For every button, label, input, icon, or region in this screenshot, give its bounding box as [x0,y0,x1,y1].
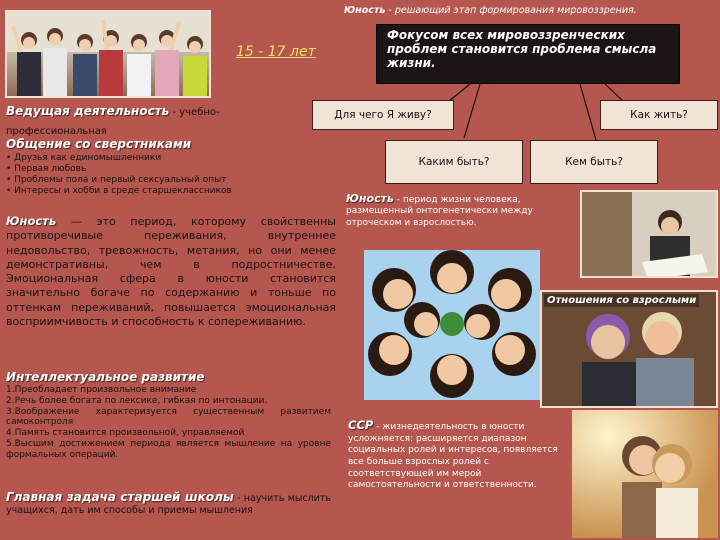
emotions-text: — это период, которому свойственны противоречивые переживания, внутреннее недовольство, тревожность, метания, но они менее демонстративны, чем в подростничестве. Эмоциональная сфера в юности становится значительно богаче по содержанию и тоньше по оттенкам переживаний, повышается эмоциональная восприимчивость и способность к сопереживанию. [6,215,336,329]
leading-activity [6,100,306,138]
intellect-item: 1.Преобладает произвольное внимание [6,385,197,395]
peers-item: • Первая любовь [6,164,336,175]
peers-item: • Проблемы пола и первый сексуальный опыт [6,175,336,186]
youth-definition-text: - период жизни человека, размещенный онтогенетически между отроческом и взрослостью. [346,195,533,228]
student-reading-photo [580,190,718,278]
intellect-item: 4.Память становится произвольной, управляемой [6,428,245,439]
leading-activity-title: Ведущая деятельность [6,104,170,118]
couple-photo [572,410,718,538]
focus-box: Фокусом всех мировоззренческих проблем становится проблема смысла жизни. [376,24,680,84]
question-why-live: Для чего Я живу? [312,100,454,130]
peers-list [6,153,336,197]
top-caption-rest: - решающий этап формирования мировоззрения. [385,5,637,16]
peers-item: • Друзья как единомышленники [6,153,336,164]
intellect-list [6,385,331,461]
top-caption-em: Юность [344,5,386,16]
school-task [6,490,331,517]
adults-relations-label: Отношения со взрослыми [544,294,699,307]
ssr-text: - жизнедеятельность в юности усложняется: расширяется диапазон социальных ролей и интересов, появляется все больше взрослых ролей с соответствующей им мерой самостоятельности и ответственности. [348,422,558,491]
question-what-to-be: Каким быть? [385,140,523,184]
ssr-paragraph [348,418,570,492]
adults-relations-photo [540,290,718,408]
youth-definition-title: Юность [346,192,394,205]
intellect-item: 5.Высшим достижением периода является мышление на уровне формальных операций. [6,438,331,460]
youth-definition [346,192,572,229]
adults-relations-illustration [542,292,718,408]
friends-circle-photo [364,250,540,400]
age-range: 15 - 17 лет [236,44,316,60]
question-how-live: Как жить? [600,100,718,130]
intellect-item: 3.Воображение характеризуется существенным развитием самоконтроля [6,406,331,428]
friends-circle-illustration [364,250,540,400]
emotions-title: Юность [6,214,57,228]
intellect-title: Интеллектуальное развитие [6,370,205,384]
ssr-title: ССР [348,418,374,432]
intellect-section [6,370,331,461]
emotions-paragraph [6,214,336,329]
school-task-text: - научить мыслить учащихся, дать им способы и приемы мышления [6,493,331,516]
peers-section [6,137,336,197]
couple-illustration [572,410,718,538]
school-task-title: Главная задача старшей школы [6,490,234,504]
intellect-item: 2.Речь более богата по лексике, гибкая по интонации. [6,395,268,406]
question-who-to-be: Кем быть? [530,140,658,184]
leading-activity-text: - учебно-профессиональная [6,107,220,138]
student-reading-illustration [582,192,718,278]
peers-item: • Интересы и хобби в среде старшеклассников [6,186,336,197]
peers-title: Общение со сверстниками [6,137,192,151]
